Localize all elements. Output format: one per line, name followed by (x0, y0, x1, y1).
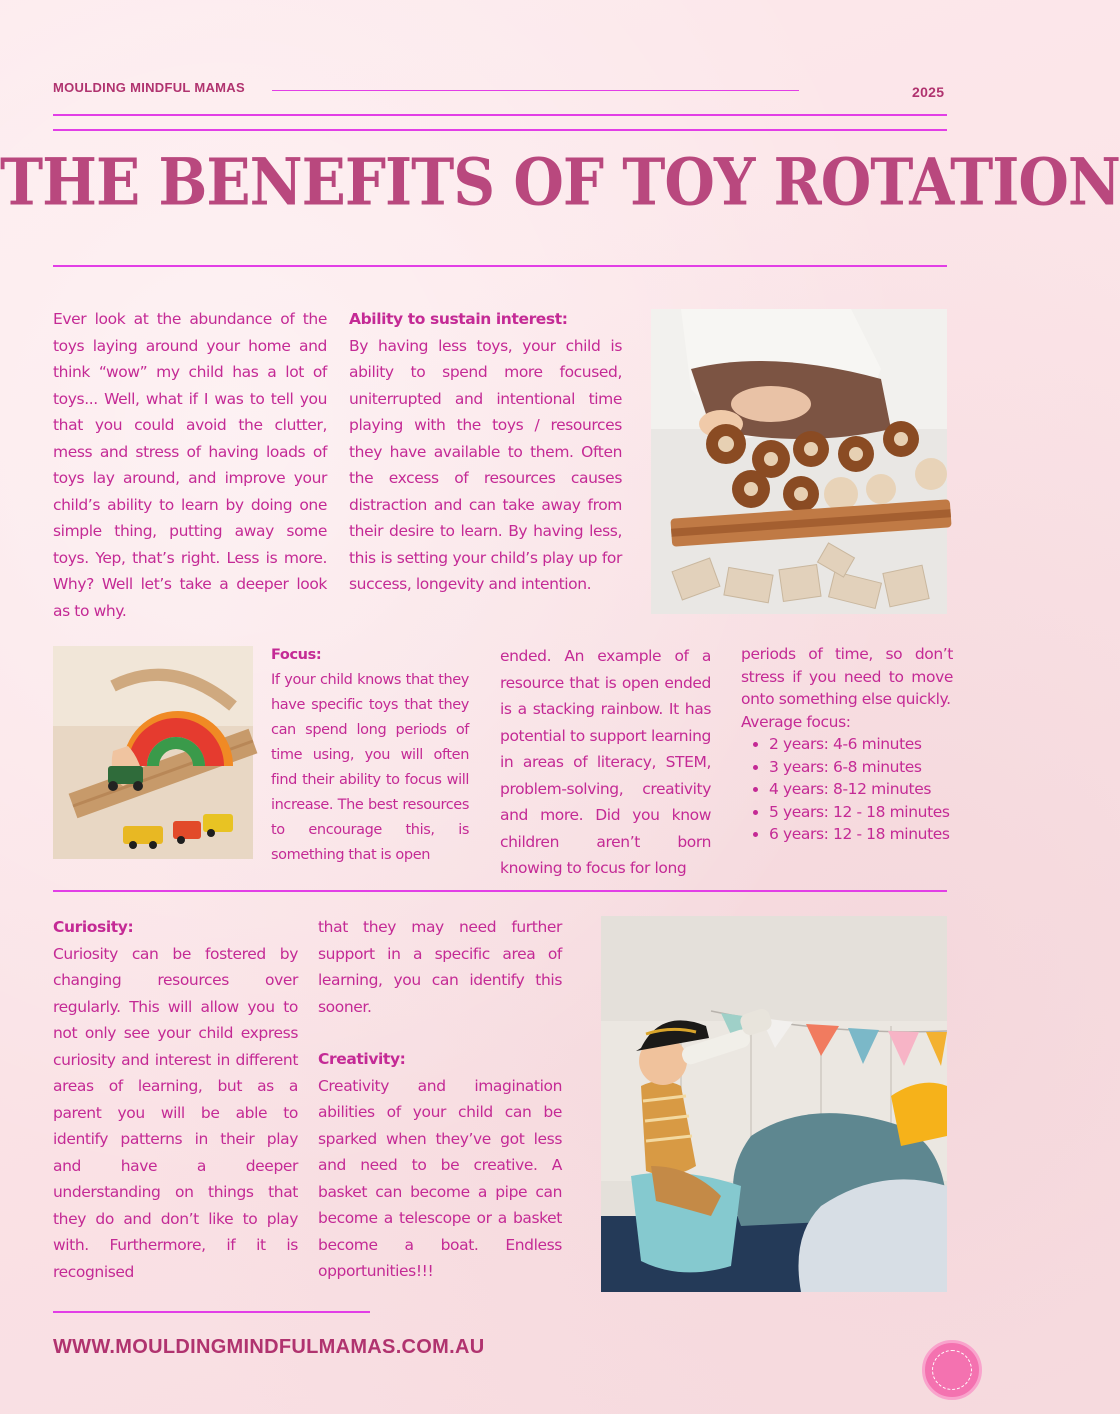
curiosity-column-2: that they may need further support in a specific area of learning, you can identify this sooner. (318, 918, 562, 1016)
header-year: 2025 (912, 84, 945, 100)
focus-body-1: If your child knows that they have specific toys that they can spend long periods of time using, you will often find their ability to focus will increase. The best resources to encourage this, is something that is open (271, 672, 469, 863)
page-title: THE BENEFITS OF TOY ROTATION (0, 143, 1120, 221)
footer-rule (53, 1311, 370, 1313)
average-focus-label: Average focus: (741, 712, 851, 731)
rainbow-stacker-photo (53, 646, 253, 859)
focus-heading: Focus: (271, 647, 322, 663)
list-item: • 6 years: 12 - 18 minutes (769, 823, 953, 846)
section-rule (53, 890, 947, 892)
focus-column-2: ended. An example of a resource that is open ended is a stacking rainbow. It has potential to support learning in areas of literacy, STEM, problem-solving, creativity and more. Did you know children aren’t born knowing to focus for long (500, 647, 711, 877)
curiosity-body-1: Curiosity can be fostered by changing resources over regularly. This will allow you to not only see your child express curiosity and interest in different areas of learning, but as a parent you will be able to identify patterns in their play and have a deeper understanding on things that they do and don’t like to play with. Furthermore, if it is recognised (53, 944, 298, 1281)
curiosity-heading: Curiosity: (53, 918, 134, 936)
interest-body: By having less toys, your child is ability to spend more focused, uniterrupted and intentional time playing with the toys / resources they have available to them. Often the excess of resources causes distraction and can take away from their desire to learn. By having less, this is setting your child’s play up for success, longevity and intention. (349, 336, 622, 593)
list-item: • 4 years: 8-12 minutes (769, 778, 953, 801)
creativity-section (318, 1046, 562, 1285)
header-rule-2 (53, 129, 947, 131)
curiosity-column-1 (53, 914, 298, 1285)
header-line (272, 90, 799, 91)
average-focus-list (741, 733, 953, 846)
website-link[interactable]: WWW.MOULDINGMINDFULMAMAS.COM.AU (53, 1336, 485, 1358)
focus-column-3 (741, 643, 953, 846)
creativity-heading: Creativity: (318, 1050, 406, 1068)
brand-seal-logo (922, 1340, 982, 1400)
wooden-toys-photo (651, 309, 947, 614)
list-item: • 2 years: 4-6 minutes (769, 733, 953, 756)
creativity-body: Creativity and imagination abilities of your child can be sparked when they’ve got less and need to be creative. A basket can become a pipe can become a telescope or a basket become a boat. Endless opportunities!!! (318, 1076, 562, 1280)
interest-heading: Ability to sustain interest: (349, 310, 568, 328)
focus-column-1 (271, 643, 469, 868)
header-rule-1 (53, 114, 947, 116)
intro-paragraph: Ever look at the abundance of the toys laying around your home and think “wow” my child has a lot of toys... Well, what if I was to tell you that you could avoid the clutter, mess and stress of having loads of toys lay around, and improve your child’s ability to learn by doing one simple thing, putting away some toys. Yep, that’s right. Less is more. Why? Well let’s take a deeper look as to why. (53, 310, 327, 620)
brand-name: MOULDING MINDFUL MAMAS (53, 80, 245, 95)
list-item: • 5 years: 12 - 18 minutes (769, 801, 953, 824)
focus-body-3: periods of time, so don’t stress if you need to move onto something else quickly. (741, 645, 953, 708)
interest-section (349, 306, 622, 598)
pirate-child-photo (601, 916, 947, 1292)
list-item: • 3 years: 6-8 minutes (769, 756, 953, 779)
title-rule (53, 265, 947, 267)
